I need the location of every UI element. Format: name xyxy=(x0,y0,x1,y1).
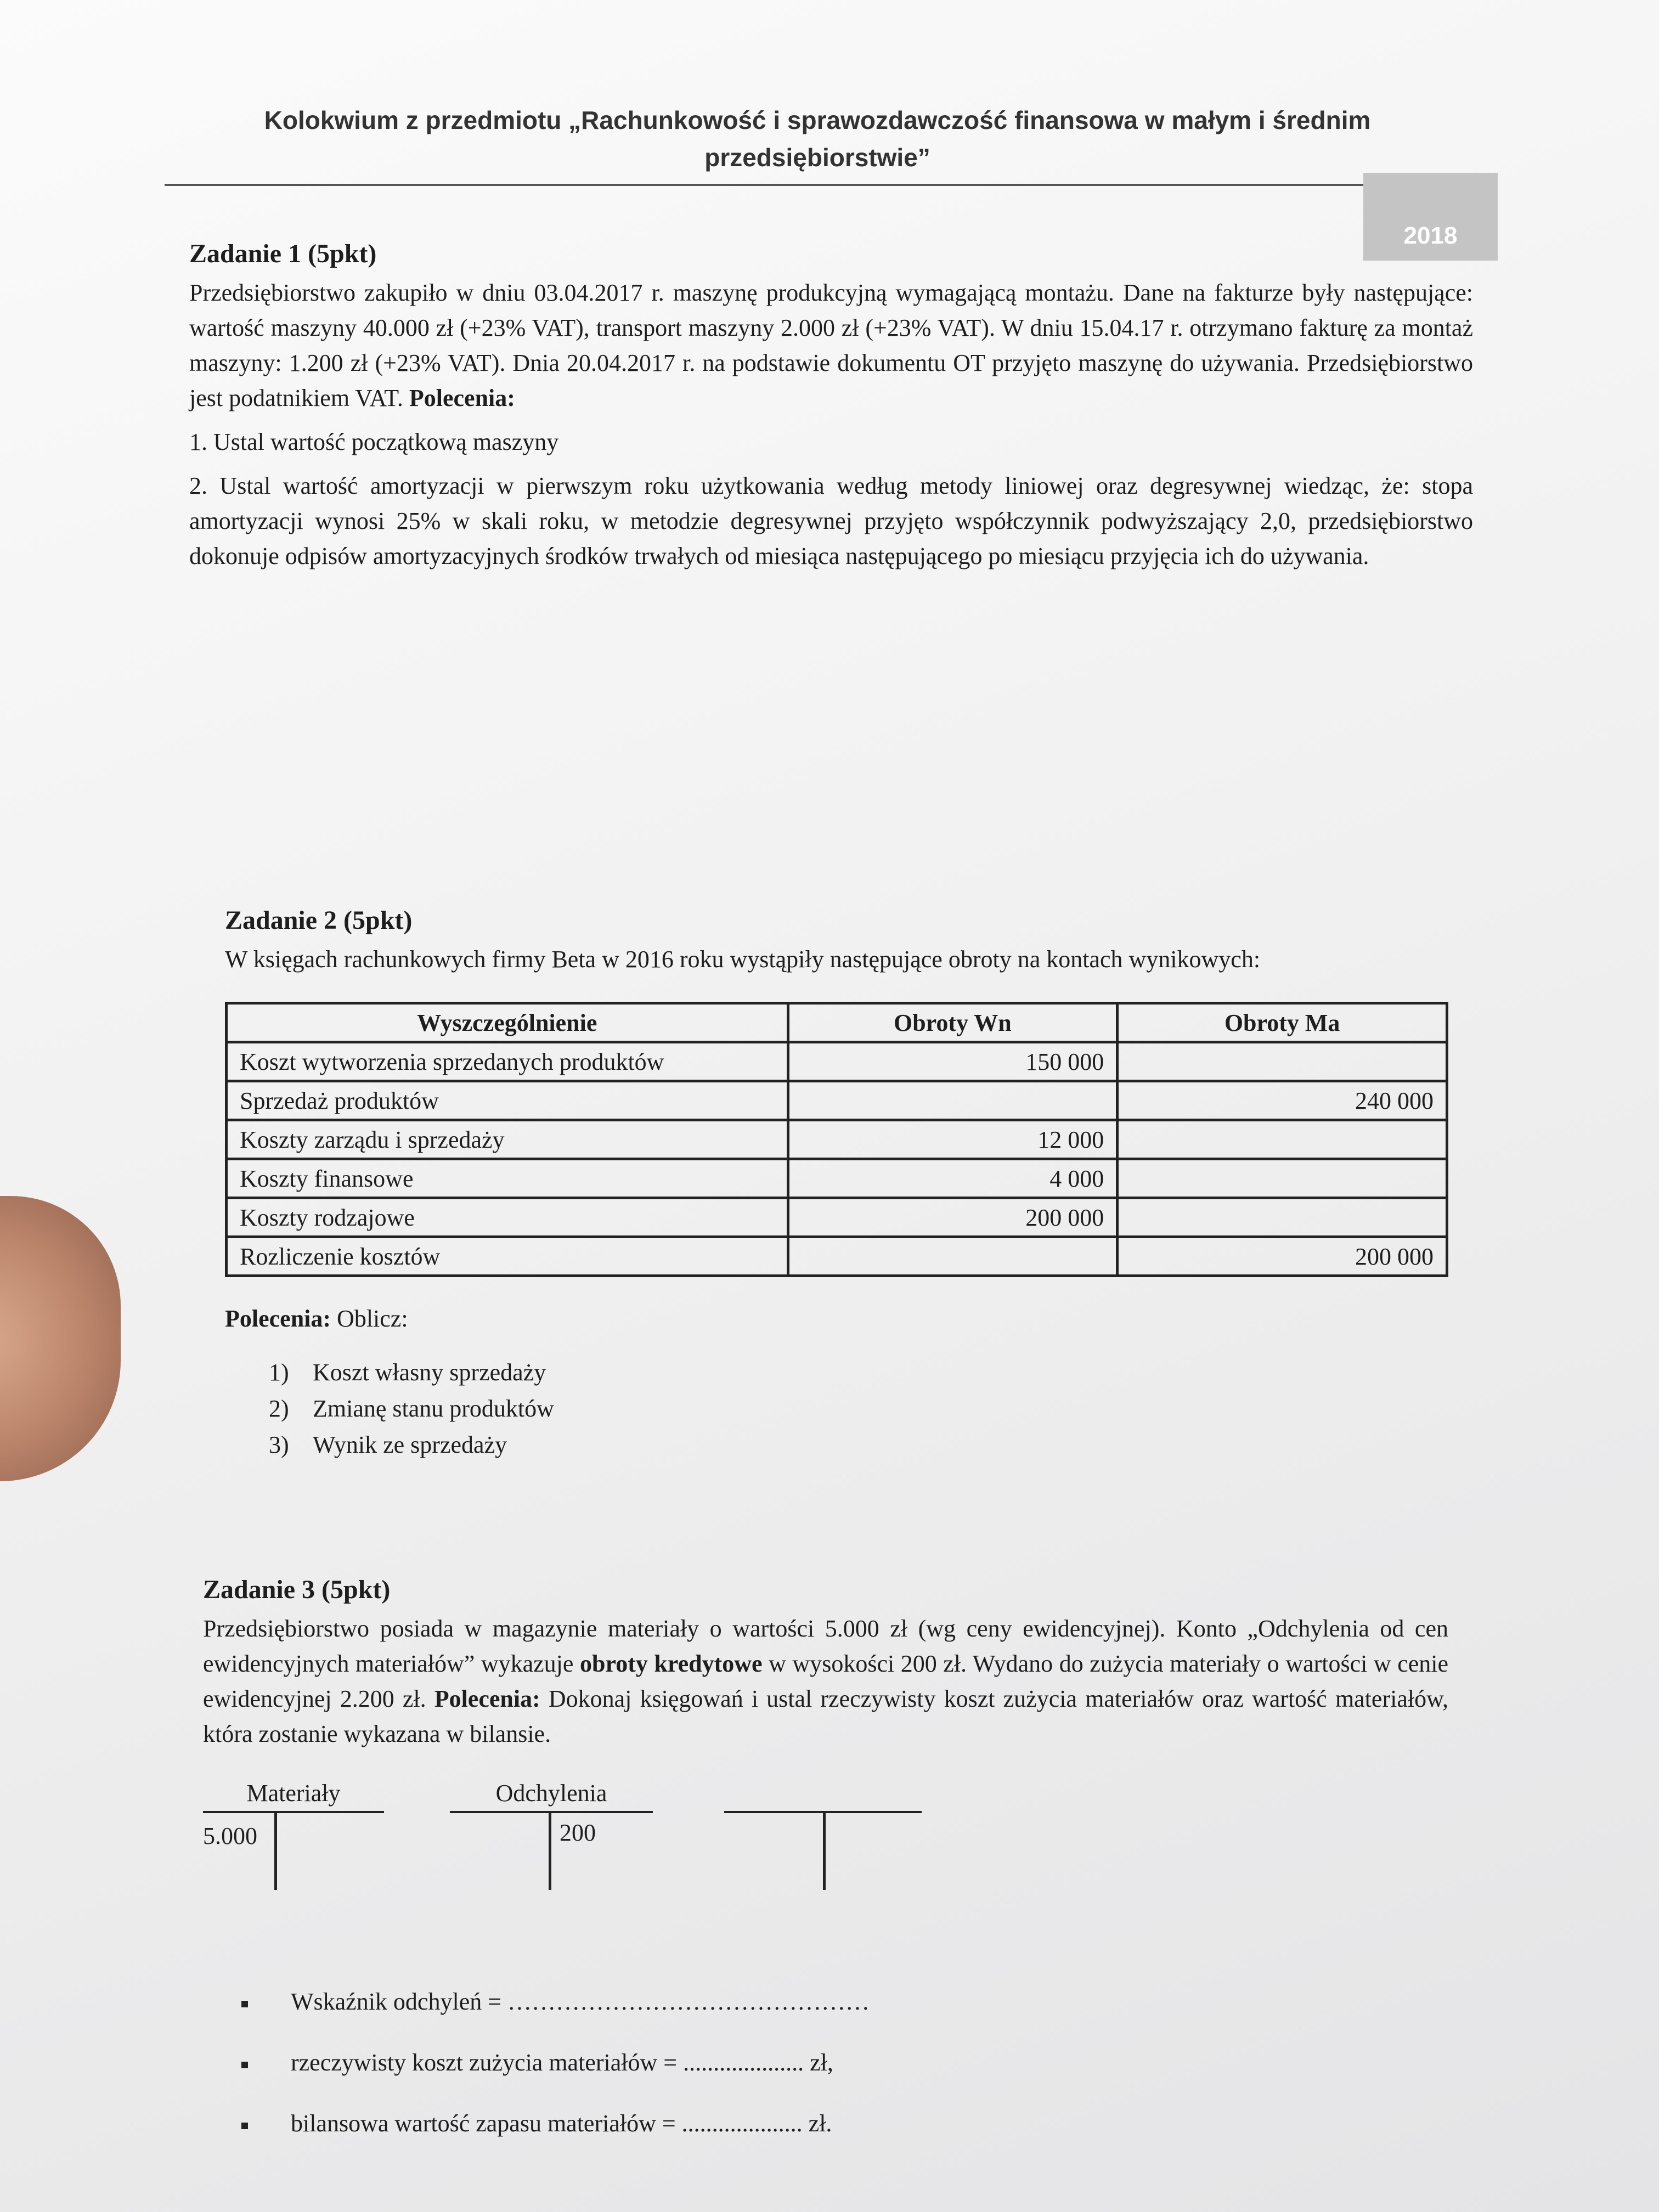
row-label: Koszt wytworzenia sprzedanych produktów xyxy=(227,1042,788,1081)
t-account-name: Materiały xyxy=(246,1780,341,1807)
credit-value xyxy=(1118,1198,1447,1237)
t-account-name xyxy=(724,1779,922,1811)
list-item xyxy=(269,1427,1454,1463)
task-1-item-2: 2. Ustal wartość amortyzacji w pierwszym roku użytkowania według metody liniowej oraz degresywnej wiedząc, że: stopa amortyzacji wynosi 25% w skali roku, w metodzie degresywnej przyjęto współczynnik podwyższający 2,0, przedsiębiorstwo dokonuje odpisów amortyzacyjnych środków trwałych od miesiąca następującego po miesiącu przyjęcia ich do używania. xyxy=(189,472,1473,569)
t-account-materials xyxy=(203,1779,384,1849)
t-account-divider xyxy=(549,1813,551,1890)
debit-value: 4 000 xyxy=(788,1159,1118,1198)
row-label: Koszty zarządu i sprzedaży xyxy=(227,1120,788,1159)
list-item xyxy=(269,1391,1454,1427)
task-2-command-list xyxy=(269,1355,1454,1463)
table-row xyxy=(227,1237,1447,1276)
col-header-credit: Obroty Ma xyxy=(1118,1003,1447,1042)
item-text: Koszt własny sprzedaży xyxy=(313,1359,546,1386)
task-2-commands-text: Oblicz: xyxy=(337,1305,408,1332)
t-account-credit: 200 xyxy=(560,1819,596,1846)
task-2-intro: W księgach rachunkowych firmy Beta w 2016 roku wystąpiły następujące obroty na kontach wynikowych: xyxy=(225,946,1261,973)
table-row xyxy=(227,1081,1447,1120)
t-account-top-line xyxy=(450,1811,653,1813)
task-2-title: Zadanie 2 (5pkt) xyxy=(225,906,413,935)
task-3-body-bold: obroty kredytowe xyxy=(580,1650,763,1677)
row-label: Koszty rodzajowe xyxy=(227,1198,788,1237)
item-text: Zmianę stanu produktów xyxy=(313,1395,554,1422)
t-account-debit: 5.000 xyxy=(203,1822,257,1849)
credit-value: 200 000 xyxy=(1118,1237,1447,1276)
col-header-debit: Obroty Wn xyxy=(788,1003,1118,1042)
task-3-body-part-c: Dokonaj księgowań i ustal rzeczywisty koszt zużycia materiałów oraz wartość materiałów, która zostanie wykazana w bilansie. xyxy=(203,1685,1449,1747)
header-divider xyxy=(165,184,1366,186)
task-3-body-part-a: Przedsiębiorstwo posiada w magazynie materiały o wartości 5.000 zł (wg ceny ewidencyjnej). Konto „Odchylenia od cen ewidencyjnych materiałów” wykazuje xyxy=(203,1615,1448,1677)
table-header-row xyxy=(227,1003,1447,1042)
debit-value xyxy=(788,1237,1118,1276)
debit-value: 200 000 xyxy=(788,1198,1118,1237)
task-2 xyxy=(225,905,1454,1463)
row-label: Rozliczenie kosztów xyxy=(227,1237,788,1276)
credit-value: 240 000 xyxy=(1118,1081,1447,1120)
task-1 xyxy=(189,239,1473,574)
task-3-body-part-b: w wysokości 200 zł. Wydano do zużycia materiały o wartości w cenie ewidencyjnej 2.200 zł. xyxy=(203,1650,1449,1712)
t-account-variances xyxy=(450,1779,653,1846)
debit-value xyxy=(788,1081,1118,1120)
task-1-item-1: 1. Ustal wartość początkową maszyny xyxy=(189,428,559,455)
item-number: 3) xyxy=(269,1431,289,1458)
row-label: Sprzedaż produktów xyxy=(227,1081,788,1120)
task-1-description: Przedsiębiorstwo zakupiło w dniu 03.04.2017 r. maszynę produkcyjną wymagającą montażu. Dane na fakturze były następujące: wartość maszyny 40.000 zł (+23% VAT), transport maszyny 2.000 zł (+23% VAT). W dniu 15.04.17 r. otrzymano fakturę za montaż maszyny: 1.200 zł (+23% VAT). Dnia 20.04.2017 r. na podstawie dokumentu OT przyjęto maszynę do używania. Przedsiębiorstwo jest podatnikiem VAT. xyxy=(189,279,1473,411)
t-account-blank xyxy=(724,1779,922,1813)
exam-title: Kolokwium z przedmiotu „Rachunkowość i sprawozdawczość finansowa w małym i średnim przedsiębiorstwie” xyxy=(264,106,1371,172)
table-row xyxy=(227,1120,1447,1159)
task-3-body xyxy=(203,1611,1448,1752)
t-account-divider xyxy=(274,1813,277,1890)
credit-value xyxy=(1118,1042,1447,1081)
turnover-table xyxy=(225,1002,1448,1277)
answer-line-balance-value: bilansowa wartość zapasu materiałów = .................... zł. xyxy=(241,2109,1448,2137)
table-row xyxy=(227,1042,1447,1081)
credit-value xyxy=(1118,1120,1447,1159)
list-item xyxy=(269,1355,1454,1391)
answer-line-variance-index: Wskaźnik odchyleń = ……………………………………… xyxy=(241,1988,1448,2016)
table-row xyxy=(227,1198,1447,1237)
task-2-commands xyxy=(225,1305,1454,1333)
debit-value: 12 000 xyxy=(788,1120,1118,1159)
task-3-title: Zadanie 3 (5pkt) xyxy=(203,1575,391,1604)
table-row xyxy=(227,1159,1447,1198)
task-3-answer-lines xyxy=(241,1988,1448,2137)
year-badge: 2018 xyxy=(1363,173,1498,261)
task-1-body xyxy=(189,275,1473,416)
item-number: 1) xyxy=(269,1359,289,1386)
col-header-description: Wyszczególnienie xyxy=(227,1003,788,1042)
t-account-name: Odchylenia xyxy=(495,1780,607,1807)
task-3-commands-label: Polecenia: xyxy=(434,1685,540,1712)
credit-value xyxy=(1118,1159,1447,1198)
item-number: 2) xyxy=(269,1395,289,1422)
row-label: Koszty finansowe xyxy=(227,1159,788,1198)
task-1-title: Zadanie 1 (5pkt) xyxy=(189,239,377,268)
task-1-commands-label: Polecenia: xyxy=(409,385,515,411)
task-2-commands-label: Polecenia: xyxy=(225,1305,331,1332)
t-account-top-line xyxy=(203,1811,384,1813)
task-3 xyxy=(203,1575,1448,2170)
debit-value: 150 000 xyxy=(788,1042,1118,1081)
t-account-divider xyxy=(823,1813,826,1890)
answer-line-actual-cost: rzeczywisty koszt zużycia materiałów = .................... zł, xyxy=(241,2049,1448,2076)
t-accounts xyxy=(203,1779,1448,1944)
item-text: Wynik ze sprzedaży xyxy=(313,1431,507,1458)
